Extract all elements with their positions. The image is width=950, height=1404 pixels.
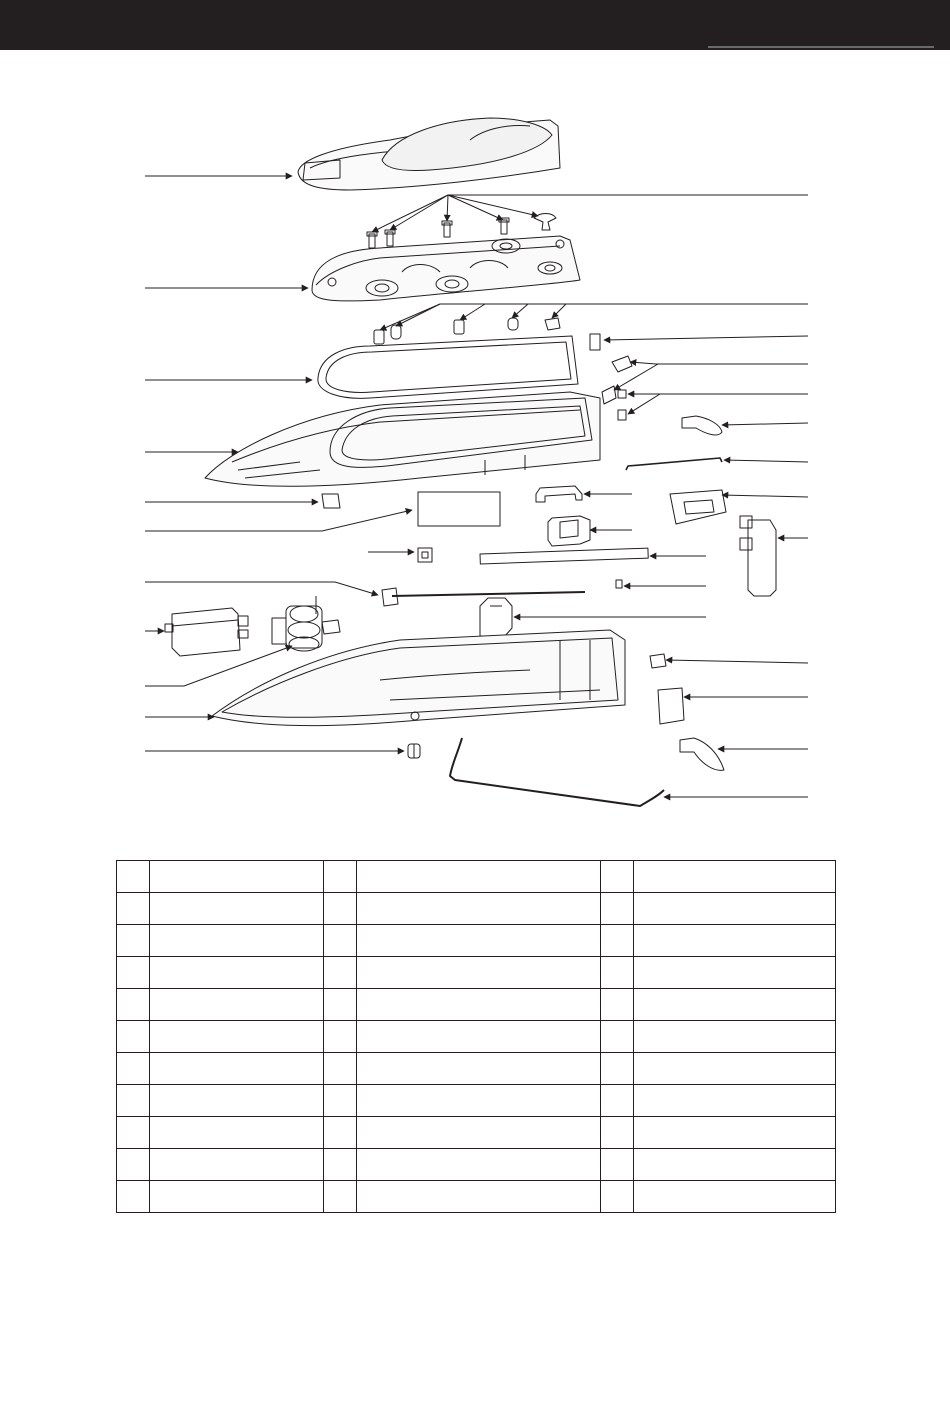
part-number-cell (601, 1053, 634, 1085)
part-number-cell (601, 861, 634, 893)
intake-pickup-part (650, 654, 666, 668)
part-name-cell (150, 1085, 324, 1117)
propeller-lower-part (680, 738, 724, 770)
part-name-cell (150, 1149, 324, 1181)
part-number-cell (324, 989, 357, 1021)
part-number-cell (117, 1117, 150, 1149)
motor-mount-part (480, 598, 512, 636)
part-number-cell (117, 957, 150, 989)
part-name-cell (634, 1053, 836, 1085)
part-number-cell (324, 1085, 357, 1117)
part-number-cell (324, 1149, 357, 1181)
part-number-cell (117, 1149, 150, 1181)
part-name-cell (634, 1021, 836, 1053)
part-name-cell (357, 1181, 601, 1213)
table-row (117, 1085, 836, 1117)
stern-clip-part (658, 688, 684, 724)
part-name-cell (357, 1053, 601, 1085)
pushrod-part (626, 458, 722, 470)
part-name-cell (634, 861, 836, 893)
rudder-bracket-part (670, 490, 726, 524)
hatch-pins-part (374, 318, 560, 344)
part-name-cell (357, 1117, 601, 1149)
part-name-cell (150, 957, 324, 989)
part-number-cell (117, 989, 150, 1021)
part-name-cell (634, 893, 836, 925)
hatch-seal-part (318, 336, 578, 398)
part-name-cell (150, 989, 324, 1021)
water-tube-part (450, 738, 664, 806)
part-number-cell (324, 1117, 357, 1149)
part-name-cell (634, 925, 836, 957)
table-row (117, 957, 836, 989)
part-number-cell (324, 861, 357, 893)
canopy-part (298, 118, 560, 190)
hatch-lid-part (312, 236, 580, 301)
table-row (117, 925, 836, 957)
drive-shaft-part (382, 588, 585, 606)
part-number-cell (324, 1021, 357, 1053)
part-name-cell (357, 1085, 601, 1117)
table-row (117, 1053, 836, 1085)
part-number-cell (117, 861, 150, 893)
part-number-cell (117, 1085, 150, 1117)
part-name-cell (634, 957, 836, 989)
drain-plug-part (408, 744, 420, 758)
table-row (117, 893, 836, 925)
part-name-cell (150, 1021, 324, 1053)
motor-part (272, 596, 340, 651)
part-number-cell (324, 925, 357, 957)
part-number-cell (117, 1181, 150, 1213)
part-name-cell (634, 1149, 836, 1181)
part-name-cell (357, 957, 601, 989)
part-number-cell (117, 925, 150, 957)
table-row (117, 1181, 836, 1213)
part-number-cell (601, 925, 634, 957)
motor-clip-part (418, 548, 432, 562)
table-row (117, 861, 836, 893)
part-number-cell (601, 1117, 634, 1149)
table-row (117, 989, 836, 1021)
speed-controller-part (165, 608, 248, 656)
part-number-cell (324, 893, 357, 925)
table-row (117, 1021, 836, 1053)
part-number-cell (324, 1053, 357, 1085)
part-number-cell (601, 989, 634, 1021)
parts-list-table (116, 860, 836, 1213)
upper-hull-part (205, 392, 600, 486)
part-number-cell (324, 1181, 357, 1213)
part-name-cell (150, 1053, 324, 1085)
servo-mount-upper-part (536, 486, 582, 502)
shaft-tube-part (480, 548, 648, 564)
battery-pack-part (418, 492, 500, 526)
part-name-cell (357, 1149, 601, 1181)
part-name-cell (634, 989, 836, 1021)
part-name-cell (357, 1021, 601, 1053)
part-number-cell (117, 893, 150, 925)
servo-mount-part (548, 516, 590, 546)
shaft-bushing-part (616, 580, 622, 588)
part-number-cell (601, 1021, 634, 1053)
part-number-cell (324, 957, 357, 989)
part-number-cell (601, 893, 634, 925)
part-name-cell (357, 925, 601, 957)
part-name-cell (634, 1117, 836, 1149)
part-number-cell (601, 1181, 634, 1213)
part-name-cell (357, 893, 601, 925)
table-row (117, 1149, 836, 1181)
propeller-part (682, 416, 722, 435)
part-number-cell (601, 1085, 634, 1117)
part-number-cell (117, 1053, 150, 1085)
part-name-cell (150, 925, 324, 957)
part-name-cell (150, 861, 324, 893)
part-name-cell (357, 861, 601, 893)
table-row (117, 1117, 836, 1149)
part-number-cell (601, 957, 634, 989)
part-name-cell (634, 1181, 836, 1213)
rudder-part (740, 516, 776, 596)
part-number-cell (601, 1149, 634, 1181)
part-name-cell (150, 1181, 324, 1213)
part-name-cell (357, 989, 601, 1021)
part-name-cell (150, 893, 324, 925)
parts-table-body (117, 861, 836, 1213)
part-name-cell (150, 1117, 324, 1149)
part-name-cell (634, 1085, 836, 1117)
servo-bracket-part (322, 494, 340, 508)
part-number-cell (117, 1021, 150, 1053)
